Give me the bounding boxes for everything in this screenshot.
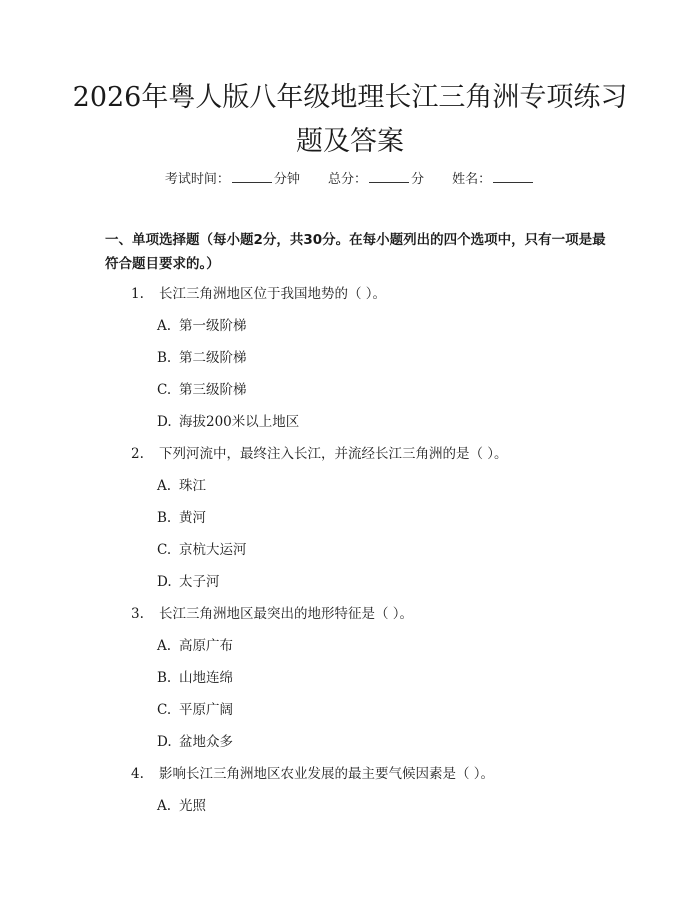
option-text: 盆地众多 <box>179 734 233 750</box>
option-text: 平原广阔 <box>179 702 233 718</box>
option-letter: B. <box>157 510 172 526</box>
time-label: 考试时间： <box>164 172 230 187</box>
option-text: 珠江 <box>179 478 206 494</box>
option-text: 第二级阶梯 <box>179 350 247 366</box>
option-text: 黄河 <box>179 510 206 526</box>
name-blank <box>493 170 533 183</box>
option-2c <box>157 538 247 558</box>
option-letter: C. <box>157 382 172 398</box>
option-letter: A. <box>157 638 172 654</box>
option-letter: C. <box>157 702 172 718</box>
option-1d <box>157 410 299 430</box>
option-text: 京杭大运河 <box>179 542 247 558</box>
question-2 <box>131 442 508 462</box>
option-letter: B. <box>157 350 172 366</box>
question-text: 长江三角洲地区位于我国地势的（ ）。 <box>159 286 387 302</box>
question-1 <box>131 282 386 302</box>
option-3a <box>157 634 233 654</box>
question-number: 2. <box>131 446 144 462</box>
option-1a <box>157 314 247 334</box>
question-number: 4. <box>131 766 144 782</box>
option-letter: D. <box>157 734 172 750</box>
option-text: 光照 <box>179 798 206 814</box>
document-title: 2026年粤人版八年级地理长江三角洲专项练习题及答案 <box>72 82 628 157</box>
option-text: 高原广布 <box>179 638 233 654</box>
exam-meta <box>0 168 700 187</box>
option-2a <box>157 474 206 494</box>
option-text: 第三级阶梯 <box>179 382 247 398</box>
option-1b <box>157 346 247 366</box>
time-blank <box>232 170 272 183</box>
option-2b <box>157 506 206 526</box>
option-3d <box>157 730 233 750</box>
question-number: 1. <box>131 286 144 302</box>
option-letter: C. <box>157 542 172 558</box>
option-2d <box>157 570 220 590</box>
question-number: 3. <box>131 606 144 622</box>
score-label: 总分： <box>327 172 367 187</box>
time-unit: 分钟 <box>273 172 300 187</box>
option-letter: A. <box>157 318 172 334</box>
total-score <box>328 168 424 187</box>
option-letter: D. <box>157 574 172 590</box>
option-text: 第一级阶梯 <box>179 318 247 334</box>
student-name <box>452 168 535 187</box>
option-text: 太子河 <box>179 574 220 590</box>
option-text: 海拔200米以上地区 <box>179 414 300 430</box>
question-3 <box>131 602 413 622</box>
option-letter: A. <box>157 478 172 494</box>
option-letter: A. <box>157 798 172 814</box>
score-blank <box>369 170 409 183</box>
question-text: 影响长江三角洲地区农业发展的最主要气候因素是（ ）。 <box>159 766 495 782</box>
option-letter: B. <box>157 670 172 686</box>
section-heading: 一、单项选择题（每小题2分，共30分。在每小题列出的四个选项中，只有一项是最符合题目要求的。） <box>105 232 606 272</box>
question-text: 长江三角洲地区最突出的地形特征是（ ）。 <box>159 606 414 622</box>
exam-time <box>165 168 300 187</box>
option-4a <box>157 794 206 814</box>
option-3c <box>157 698 233 718</box>
option-3b <box>157 666 233 686</box>
option-letter: D. <box>157 414 172 430</box>
question-4 <box>131 762 494 782</box>
name-label: 姓名： <box>452 172 492 187</box>
option-text: 山地连绵 <box>179 670 233 686</box>
score-unit: 分 <box>411 172 425 187</box>
option-1c <box>157 378 247 398</box>
question-text: 下列河流中，最终注入长江，并流经长江三角洲的是（ ）。 <box>159 446 508 462</box>
